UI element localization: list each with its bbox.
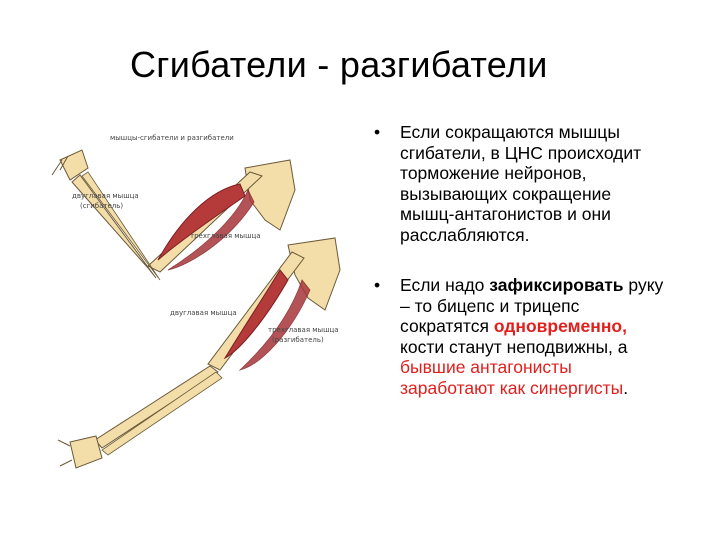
- svg-text:трехглавая мышца: трехглавая мышца: [268, 326, 339, 334]
- arm-muscles-illustration: [40, 120, 360, 485]
- svg-text:двуглавая мышца: двуглавая мышца: [170, 309, 237, 317]
- extended-arm: [58, 238, 340, 468]
- illustration-header: мышцы-сгибатели и разгибатели: [110, 134, 234, 142]
- hand-bottom: [58, 436, 102, 468]
- svg-text:двуглавая мышца: двуглавая мышца: [72, 192, 139, 200]
- emphasis-simultaneously: одновременно,: [493, 316, 627, 336]
- bullet-marker: •: [374, 275, 381, 295]
- bullet-text: Если надо зафиксировать руку – то бицепс и трицепс сократятся одновременно, кости станут неподвижны, а бывшие антагонисты заработают как синергисты.: [400, 275, 664, 398]
- flexed-arm: [52, 150, 295, 280]
- svg-text:трехглавая мышца: трехглавая мышца: [190, 232, 261, 240]
- bullet-item-1: [370, 122, 670, 245]
- svg-text:(сгибатель): (сгибатель): [80, 202, 124, 210]
- emphasis-fix: зафиксировать: [489, 275, 624, 295]
- bullet-list: [370, 122, 670, 428]
- scapula-top: [245, 160, 295, 230]
- bullet-text: Если сокращаются мышцы сгибатели, в ЦНС происходит торможение нейронов, вызывающих сокращение мышц-антагонистов и они расслабляются.: [400, 122, 642, 245]
- bullet-marker: •: [374, 122, 381, 142]
- bullet-item-2: [370, 275, 670, 398]
- svg-text:(разгибатель): (разгибатель): [272, 336, 324, 344]
- forearm-top: [72, 175, 156, 278]
- slide-title: Сгибатели - разгибатели: [130, 44, 548, 85]
- emphasis-synergists: бывшие антагонисты заработают как синергисты: [400, 357, 624, 398]
- forearm-bottom: [95, 366, 218, 448]
